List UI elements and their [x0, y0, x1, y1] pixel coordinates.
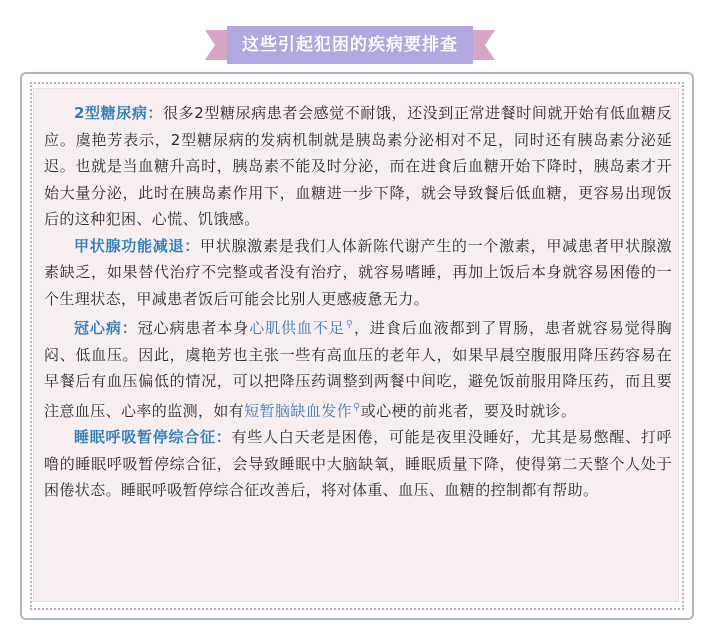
search-icon[interactable]: ⚲: [353, 401, 361, 413]
section-banner: [205, 22, 495, 68]
term-coronary: 冠心病：: [74, 319, 138, 337]
text-hypothyroidism: 甲状腺激素是我们人体新陈代谢产生的一个激素，甲减患者甲状腺激素缺乏，如果替代治疗不完整或者没有治疗，就容易嗜睡，再加上饭后本身就容易困倦的一个生理状态，甲减患者饭后可能会比别人更感疲惫无力。: [44, 236, 672, 308]
term-diabetes: 2型糖尿病：: [74, 104, 164, 122]
text-coronary-b: ，进食后血液都到了胃肠，患者就容易觉得胸闷、低血压。因此，虞艳芳也主张一些有高血压的老年人，如果早晨空腹服用降压药容易在早餐后有血压偏低的情况，可以把降压药调整到两餐中间吃，避免饭前服用降压药，而且要注意血压、心率的监测，如有: [44, 319, 672, 420]
search-icon[interactable]: ⚲: [345, 319, 354, 330]
term-hypothyroidism: 甲状腺功能减退：: [74, 236, 200, 255]
paragraph-coronary: [44, 312, 672, 424]
term-sleep-apnea: 睡眠呼吸暂停综合征：: [74, 428, 232, 446]
article-body: [44, 100, 672, 504]
text-diabetes: 很多2型糖尿病患者会感觉不耐饿，还没到正常进餐时间就开始有低血糖反应。虞艳芳表示，2型糖尿病的发病机制就是胰岛素分泌相对不足，同时还有胰岛素分泌延迟。也就是当血糖升高时，胰岛素不能及时分泌，而在进食后血糖开始下降时，胰岛素才开始大量分泌，此时在胰岛素作用下，血糖进一步下降，就会导致餐后低血糖，更容易出现饭后的这种犯困、心慌、饥饿感。: [44, 104, 672, 228]
link-myocardial-ischemia[interactable]: 心肌供血不足: [249, 319, 345, 337]
text-coronary-c: 或心梗的前兆者，要及时就诊。: [360, 401, 577, 420]
paragraph-hypothyroidism: [44, 233, 672, 313]
paragraph-sleep-apnea: [44, 424, 672, 504]
text-coronary-a: 冠心病患者本身: [137, 319, 250, 337]
paragraph-diabetes: [44, 100, 672, 233]
banner-title: 这些引起犯困的疾病要排查: [242, 35, 458, 55]
text-sleep-apnea: 有些人白天老是困倦，可能是夜里没睡好，尤其是易憋醒、打呼噜的睡眠呼吸暂停综合征，会导致睡眠中大脑缺氧，睡眠质量下降，使得第二天整个人处于困倦状态。睡眠呼吸暂停综合征改善后，将对体重、血压、血糖的控制都有帮助。: [44, 428, 672, 499]
link-tia[interactable]: 短暂脑缺血发作: [244, 401, 353, 420]
